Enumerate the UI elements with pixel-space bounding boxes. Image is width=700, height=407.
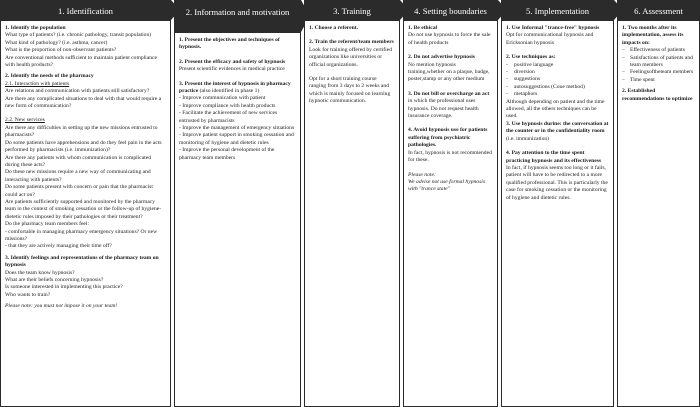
section-heading-bold: 3. Present the interest of hypnosis in pharmacy practice bbox=[179, 80, 291, 95]
column-setting-boundaries bbox=[403, 0, 498, 407]
section-heading: 2. Do not advertise hypnosis bbox=[408, 54, 475, 61]
text-line: Although depending on patient and the time allowed, all the others techniques can be used. bbox=[506, 98, 605, 120]
text-line: In fact, hypnosis is not recommended for these. bbox=[408, 149, 492, 164]
text-line: What kind of pathology? (i.e. asthma, cancer) bbox=[5, 39, 108, 46]
section-heading: 2. Train the referent/team members bbox=[309, 39, 394, 46]
section-heading: 4. Avoid hypnosis use for patients suffering from psychiatric pathologies. bbox=[408, 127, 488, 149]
list-item: – Satisfactions of patients and team members bbox=[630, 55, 695, 70]
section-heading: 1. Use Informal "trance-free" hypnosis bbox=[506, 25, 600, 31]
section-heading: 2. Use techniques as: bbox=[506, 54, 556, 61]
section-heading: 1. Identify the population bbox=[5, 25, 66, 31]
list-item: - Improve compliance with health products bbox=[179, 102, 276, 109]
section-heading-rest: (also identified in phase 1) bbox=[198, 88, 260, 95]
list-item: - metaphors bbox=[514, 91, 609, 98]
note-label: Please note: bbox=[408, 171, 436, 178]
text-line: What is the proportion of non-observant patients? bbox=[5, 47, 117, 54]
text-line: Are patients sufficiently supported and monitored by the pharmacy team in the context of smoking cessation or the follow-up of hygiene-dietetic rules imposed by their pathologies or their treatment? bbox=[5, 198, 162, 220]
column-training bbox=[304, 0, 400, 407]
section-heading: 3. Identify feelings and representations of the pharmacy team on hypnosis bbox=[5, 254, 159, 269]
column-title: 4. Setting boundaries bbox=[404, 1, 497, 21]
subsection-label: 2.2. New services bbox=[5, 117, 45, 124]
text-line bbox=[506, 121, 609, 143]
text-line-rest: in which the professional uses hypnosis. Do not request health insurance coverage. bbox=[408, 98, 479, 120]
text-line: What are their beliefs concerning hypnosis? bbox=[5, 277, 104, 283]
section-heading: 1. Choose a referent. bbox=[309, 25, 359, 31]
text-line: Present scientific evidences in medical practice bbox=[179, 66, 285, 73]
text-line: Do some patients present with concern or pain that the pharmacist could act on? bbox=[5, 184, 153, 198]
text-line: What type of patients? (i.e. chronic pathology, transit population) bbox=[5, 32, 152, 39]
list-item: - autosuggestions (Coue method) bbox=[514, 84, 609, 91]
text-line: Is someone interested in implementing this practice? bbox=[5, 284, 123, 291]
list-item: – Feelingsoftheteam members bbox=[630, 69, 695, 76]
column-title: 2. Information and motivation bbox=[175, 1, 300, 33]
text-line: Do not use hypnosis to force the sale of health products bbox=[408, 32, 491, 46]
list-item: - diversion bbox=[514, 69, 609, 76]
text-line: - that they are actively managing their time off? bbox=[5, 243, 112, 250]
text-line-rest: (i.e. immunization) bbox=[506, 135, 550, 142]
section-heading: 1. Two months after its implementation, assess its impacts on: bbox=[622, 25, 684, 46]
text-line: Do some patients have apprehensions and do they feel pain in the acts performed by pharmacists (i.e. immunization)? bbox=[5, 139, 162, 154]
text-line: No mention hypnosis training,whether on a plaque, badge, poster,stamp or any other medium bbox=[408, 61, 490, 83]
section-heading: 2. Identify the needs of the pharmacy bbox=[5, 73, 94, 80]
section-heading: 2. Established recommendations to optimize bbox=[622, 88, 693, 102]
section-heading: 4. Pay attention to the time spent practicing hypnosis and its effectiveness bbox=[506, 150, 602, 164]
text-line: Opt for a short training course ranging from 3 days to 2 weeks and which is mainly focused on learning hypnotic communication. bbox=[309, 76, 391, 105]
text-line: Do these new missions require a new way of communicating and interacting with patients? bbox=[5, 169, 151, 183]
list-item: - Improve patient support in smoking cessation and monitoring of hygiene and dietetic rules bbox=[179, 132, 294, 146]
impact-list bbox=[622, 47, 695, 84]
column-title: 1. Identification bbox=[1, 1, 170, 21]
text-line bbox=[408, 91, 493, 121]
text-line: In fact, if hypnosis seems too long or it fails, patient will have to be redirected to a more qualified professional. This is particularly the case for smoking cessation or the monitoring of hygiene and dietetic rules. bbox=[506, 164, 608, 201]
list-item: - positive language bbox=[514, 62, 609, 69]
list-item: - Improve the management of emergency situations bbox=[179, 125, 295, 132]
column-implementation bbox=[501, 0, 614, 407]
text-line: Are there any complicated situations to deal with that would require a new form of communication? bbox=[5, 95, 162, 110]
subsection-label: 2.1. Interaction with patients bbox=[5, 80, 70, 87]
list-item: – Effectiveness of patients bbox=[630, 47, 695, 54]
text-line: Are there any difficulties in setting up the new missions entrusted to pharmacists? bbox=[5, 124, 158, 139]
column-information-motivation bbox=[174, 0, 301, 407]
note-text: Please note: you must not impose it on your team! bbox=[5, 303, 118, 310]
text-line: Are relations and communication with patients still satisfactory? bbox=[5, 88, 150, 95]
text-line: Who wants to train? bbox=[5, 291, 51, 298]
section-heading: 3. Use hypnosis durine: the conversation at the counter or in the confidentiality room bbox=[506, 120, 609, 135]
section-heading: 1. Present the objectives and techniques of hypnosis. bbox=[179, 37, 280, 51]
list-item: - Facilitate the achievement of new services entrusted by pharmacists bbox=[179, 110, 278, 124]
text-line: Do the pharmacy team members feel: bbox=[5, 221, 90, 228]
column-assessment bbox=[617, 0, 700, 407]
column-title: 6. Assessment bbox=[618, 1, 699, 21]
technique-list bbox=[506, 62, 609, 99]
list-item: - Improve communication with patient bbox=[179, 95, 266, 102]
text-line: Are there any patients with whom communication is complicated during these acts? bbox=[5, 154, 152, 168]
column-title: 5. Implementation bbox=[502, 1, 613, 21]
section-heading: 2. Present the efficacy and safety of hypnosis bbox=[179, 58, 286, 65]
text-line: Opt for communicational hypnosis and Ericksonian hypnosis bbox=[506, 32, 594, 46]
text-line: Does the team know hypnosis? bbox=[5, 269, 75, 276]
list-item: - suggestions bbox=[514, 76, 609, 83]
text-line: Are conventional methods sufficient to maintain patient compliance with health products? bbox=[5, 54, 157, 69]
list-item: - Improve the personal development of the pharmacy team members bbox=[179, 147, 275, 161]
text-line: - comfortable in managing pharmacy emergency situations? Or new missions? bbox=[5, 228, 158, 242]
list-item: – Time spent bbox=[630, 77, 695, 84]
note-text: We advise not use formal hypnosis with "trance state" bbox=[408, 178, 486, 193]
text-line: Look for training offered by certified organizations like universities or official organizations. bbox=[309, 46, 392, 68]
column-title: 3. Training bbox=[305, 1, 399, 21]
section-heading: 1. Be ethical bbox=[408, 25, 438, 31]
column-identification bbox=[0, 0, 171, 407]
section-heading bbox=[179, 81, 296, 96]
section-heading: 3. Do not bill or overcharge an act bbox=[408, 90, 490, 97]
